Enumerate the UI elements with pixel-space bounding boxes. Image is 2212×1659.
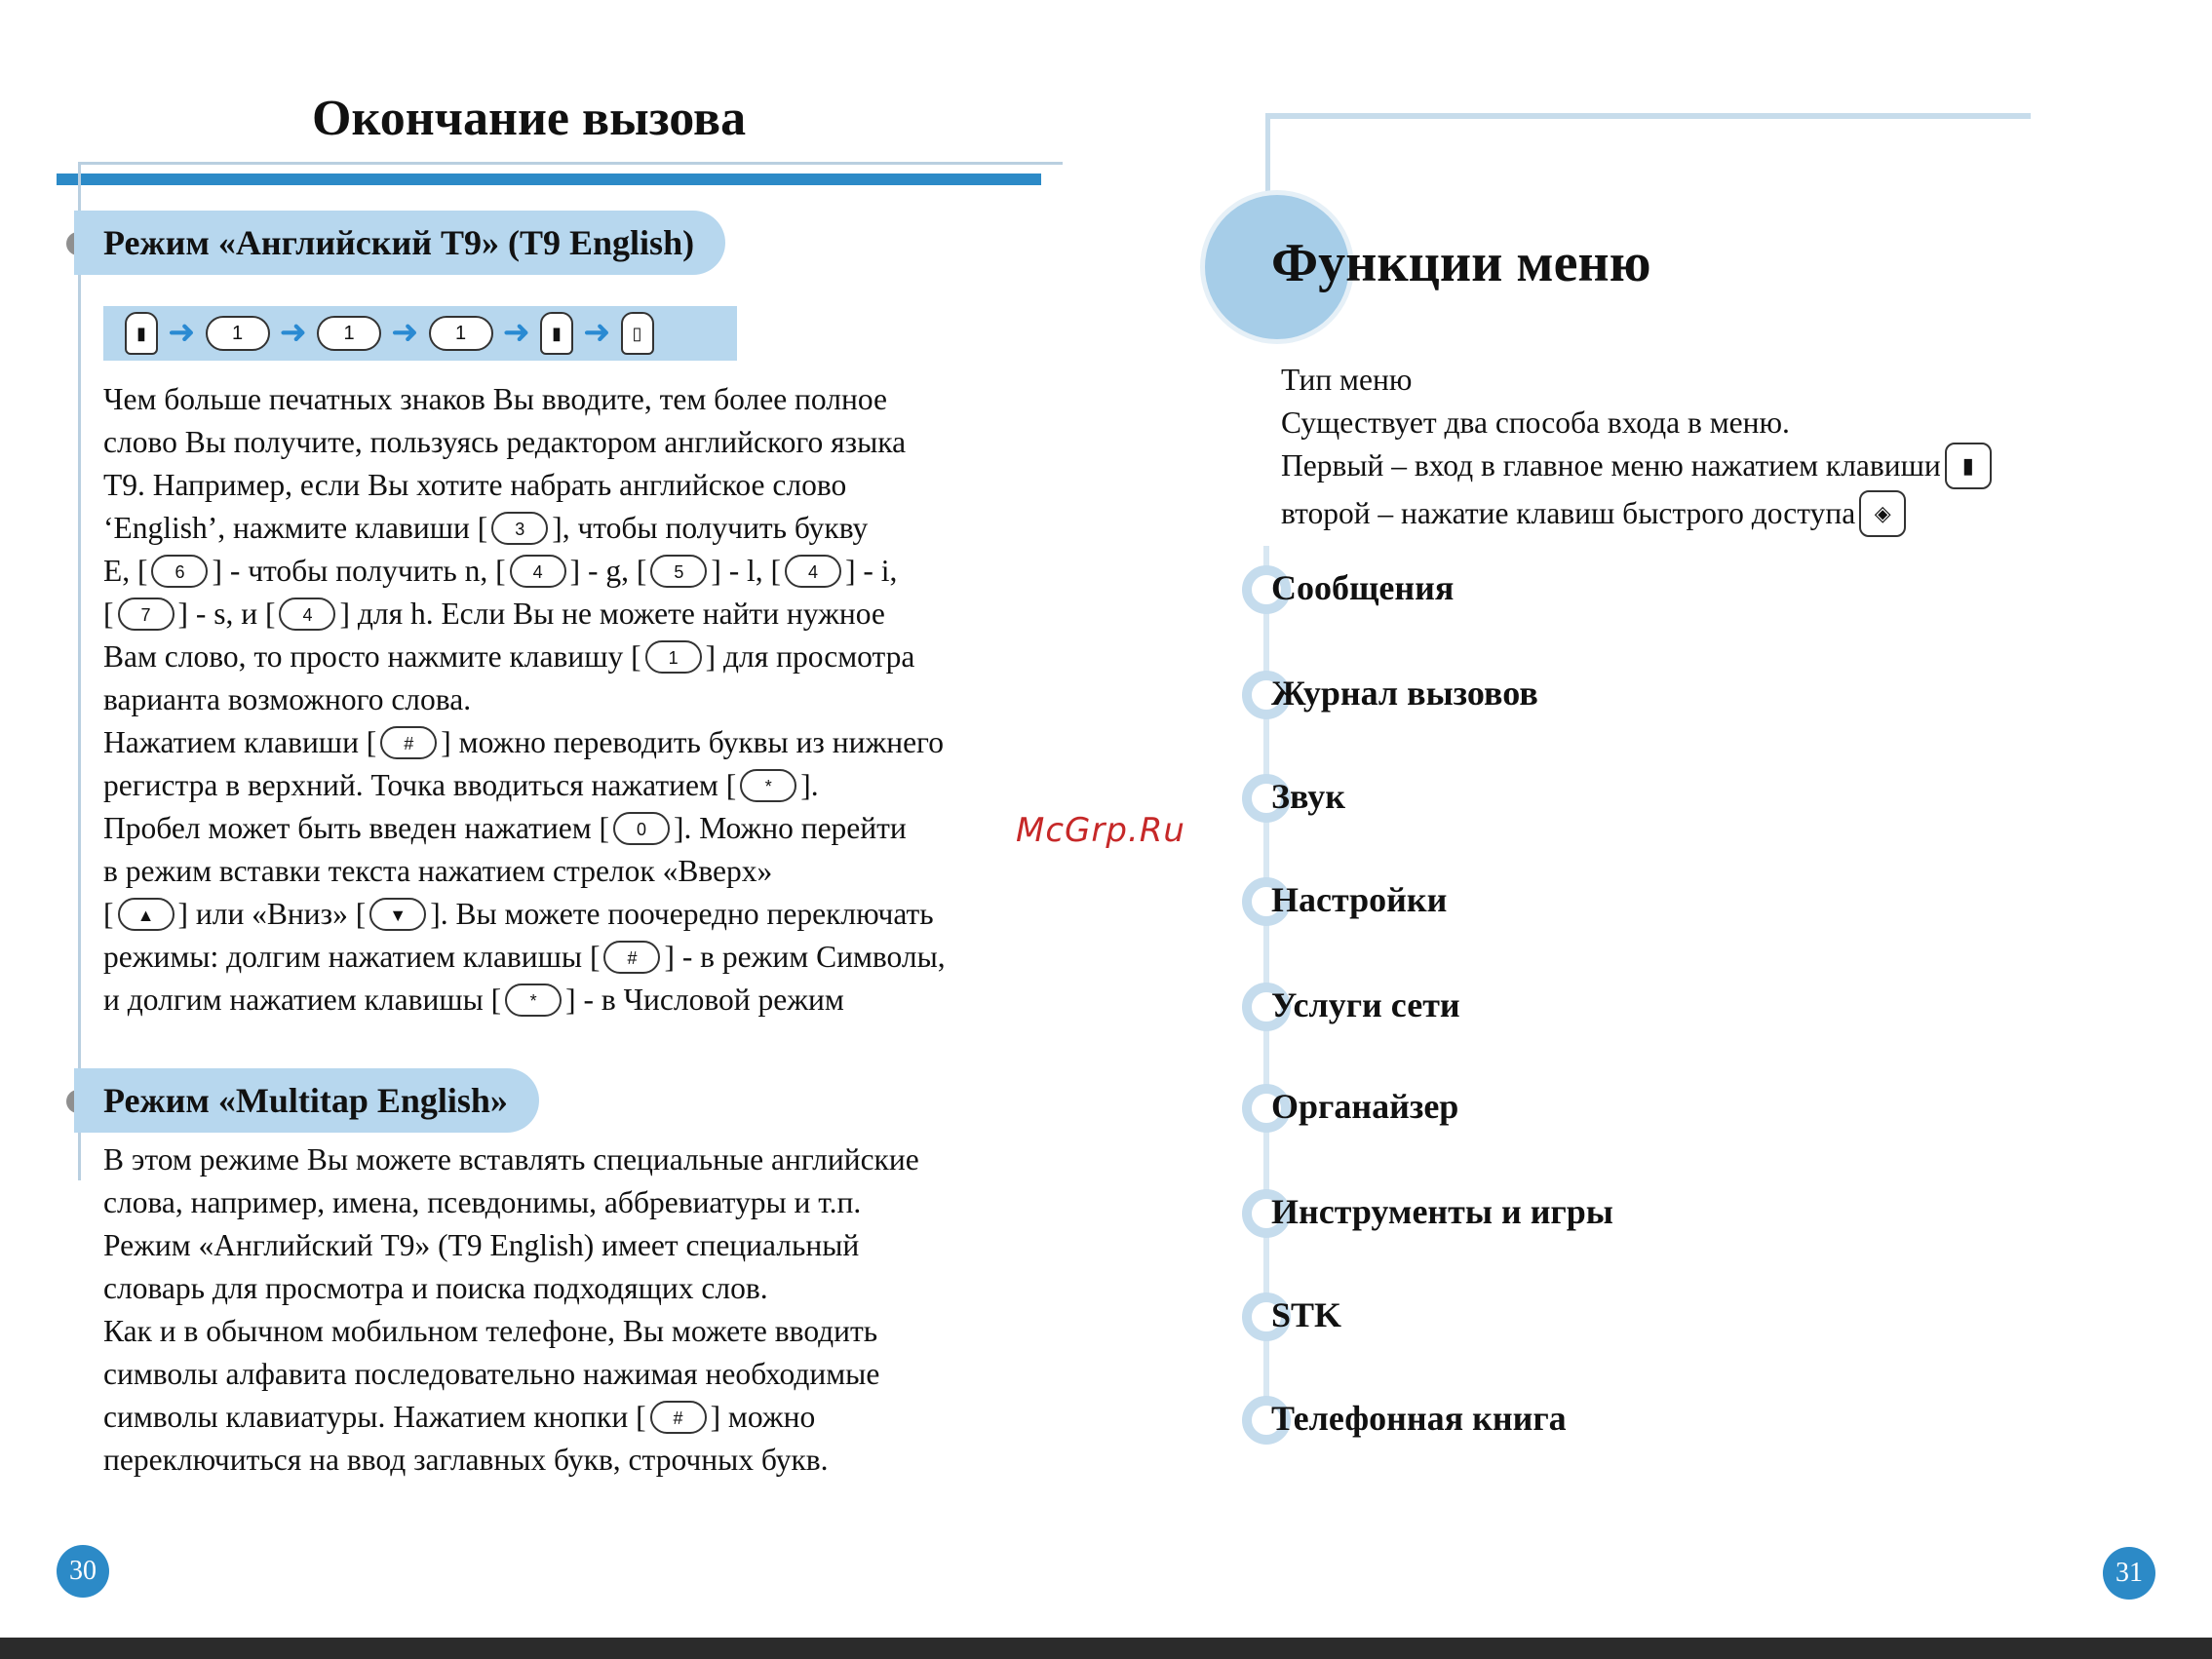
text-fragment: ] - в Числовой режим	[565, 983, 844, 1017]
key-cap-icon: #	[650, 1401, 707, 1434]
text-fragment: [	[103, 897, 114, 931]
ok-key-icon: ▯	[621, 312, 654, 355]
section1-body	[103, 378, 946, 1022]
intro-text: второй – нажатие клавиш быстрого доступа	[1281, 495, 1856, 530]
menu-item: Телефонная книга	[1271, 1399, 1567, 1438]
text-line: словарь для просмотра и поиска подходящих слов.	[103, 1271, 768, 1305]
text-fragment: ] - g, [	[569, 554, 647, 588]
text-line: Режим «Английский Т9» (T9 English) имеет специальный	[103, 1228, 860, 1262]
menu-item: Услуги сети	[1271, 985, 1460, 1024]
text-fragment: ].	[800, 768, 819, 802]
text-line: В этом режиме Вы можете вставлять специальные английские	[103, 1142, 919, 1177]
section-heading-t9: Режим «Английский Т9» (T9 English)	[74, 211, 725, 275]
text-fragment: ] для h. Если Вы не можете найти нужное	[339, 597, 885, 631]
text-line	[103, 979, 946, 1022]
menu-item: Журнал вызовов	[1271, 674, 1538, 713]
arrow-right-icon: ➜	[391, 315, 419, 351]
menu-key-icon: ▮	[1945, 443, 1992, 489]
key-cap-icon: *	[740, 769, 796, 802]
text-fragment: ] или «Вниз» [	[177, 897, 367, 931]
key-cap-icon: 7	[118, 598, 175, 631]
menu-item: Звук	[1271, 777, 1345, 816]
intro-line	[1281, 492, 1996, 540]
text-fragment: ], чтобы получить букву	[552, 511, 869, 545]
watermark: McGrp.Ru	[1016, 811, 1185, 850]
text-fragment: ] можно переводить буквы из нижнего	[441, 725, 944, 759]
text-fragment: регистра в верхний. Точка вводиться нажатием [	[103, 768, 737, 802]
text-fragment: ] для просмотра	[705, 639, 915, 674]
title-rule-thick	[57, 174, 1041, 185]
page-title-left: Окончание вызова	[312, 91, 747, 146]
text-fragment: ]. Можно перейти	[674, 811, 907, 845]
section2-body	[103, 1138, 919, 1482]
menu-key-icon: ▮	[125, 312, 158, 355]
key-cap-icon: ▼	[369, 898, 426, 931]
text-fragment: ] - i,	[845, 554, 898, 588]
arrow-right-icon: ➜	[583, 315, 611, 351]
text-line	[103, 1396, 919, 1439]
text-line	[103, 507, 946, 550]
menu-item: Органайзер	[1271, 1087, 1459, 1126]
key-cap-icon: 4	[785, 555, 841, 588]
text-fragment: ] - s, и [	[177, 597, 276, 631]
menu-key-icon: ▮	[540, 312, 573, 355]
text-fragment: [	[103, 597, 114, 631]
text-line: Чем больше печатных знаков Вы вводите, тем более полное	[103, 382, 887, 416]
text-line	[103, 764, 946, 807]
menu-item: Настройки	[1271, 880, 1448, 919]
key-cap-icon: 5	[650, 555, 707, 588]
key-cap-icon: #	[380, 726, 437, 759]
text-fragment: режимы: долгим нажатием клавишы [	[103, 940, 601, 974]
menu-item: STK	[1271, 1295, 1342, 1334]
text-line	[103, 550, 946, 593]
arrow-right-icon: ➜	[279, 315, 307, 351]
page-title-right: Функции меню	[1271, 233, 1651, 293]
left-margin-line	[78, 162, 81, 1180]
intro-line: Существует два способа входа в меню.	[1281, 405, 1790, 440]
text-line: слова, например, имена, псевдонимы, аббревиатуры и т.п.	[103, 1185, 862, 1219]
section-heading-multitap: Режим «Multitap English»	[74, 1068, 539, 1133]
text-line: слово Вы получите, пользуясь редактором английского языка	[103, 425, 907, 459]
arrow-right-icon: ➜	[502, 315, 530, 351]
key-cap-icon: 4	[279, 598, 335, 631]
text-line	[103, 893, 946, 936]
text-fragment: ] - в режим Символы,	[664, 940, 946, 974]
page-number-right: 31	[2103, 1547, 2155, 1600]
page-number-left: 30	[57, 1545, 109, 1598]
navigation-key-icon: ◈	[1859, 490, 1906, 537]
text-line	[103, 593, 946, 636]
text-fragment: Вам слово, то просто нажмите клавишу [	[103, 639, 641, 674]
intro-text: Первый – вход в главное меню нажатием клавиши	[1281, 448, 1941, 482]
key-cap-icon: 0	[613, 812, 670, 845]
text-fragment: символы клавиатуры. Нажатием кнопки [	[103, 1400, 646, 1434]
text-line	[103, 636, 946, 678]
bottom-bar	[0, 1638, 2212, 1659]
key-cap-icon: 4	[510, 555, 566, 588]
text-line: варианта возможного слова.	[103, 682, 472, 716]
key-cap-icon: 3	[491, 512, 548, 545]
text-line: в режим вставки текста нажатием стрелок «Вверх»	[103, 854, 773, 888]
text-line: Т9. Например, если Вы хотите набрать английское слово	[103, 468, 847, 502]
text-fragment: Пробел может быть введен нажатием [	[103, 811, 610, 845]
text-fragment: ] - чтобы получить n, [	[212, 554, 506, 588]
menu-item: Инструменты и игры	[1271, 1192, 1613, 1231]
key-cap-icon: ▲	[118, 898, 175, 931]
key-cap-icon: #	[603, 941, 660, 974]
text-fragment: Нажатием клавиши [	[103, 725, 377, 759]
title-rule-thin	[78, 162, 1063, 165]
text-line: символы алфавита последовательно нажимая необходимые	[103, 1357, 880, 1391]
menu-item: Сообщения	[1271, 568, 1455, 607]
key-1-icon: 1	[317, 316, 381, 351]
text-line	[103, 721, 946, 764]
text-fragment: E, [	[103, 554, 148, 588]
menu-intro	[1281, 359, 1996, 540]
intro-line	[1281, 444, 1996, 492]
text-line	[103, 936, 946, 979]
intro-line: Тип меню	[1281, 363, 1413, 397]
text-line: переключиться на ввод заглавных букв, строчных букв.	[103, 1443, 829, 1477]
key-1-icon: 1	[206, 316, 270, 351]
text-line: Как и в обычном мобильном телефоне, Вы можете вводить	[103, 1314, 878, 1348]
text-fragment: ] - l, [	[711, 554, 782, 588]
right-top-rule	[1265, 113, 2031, 119]
text-fragment: ]. Вы можете поочередно переключать	[430, 897, 934, 931]
arrow-right-icon: ➜	[168, 315, 196, 351]
text-fragment: ‘English’, нажмите клавиши [	[103, 511, 488, 545]
key-sequence-strip	[103, 306, 737, 361]
text-fragment: и долгим нажатием клавишы [	[103, 983, 502, 1017]
text-line	[103, 807, 946, 850]
key-cap-icon: 6	[151, 555, 208, 588]
text-fragment: ] можно	[710, 1400, 816, 1434]
key-1-icon: 1	[429, 316, 493, 351]
key-cap-icon: 1	[645, 640, 702, 674]
key-cap-icon: *	[505, 984, 562, 1017]
